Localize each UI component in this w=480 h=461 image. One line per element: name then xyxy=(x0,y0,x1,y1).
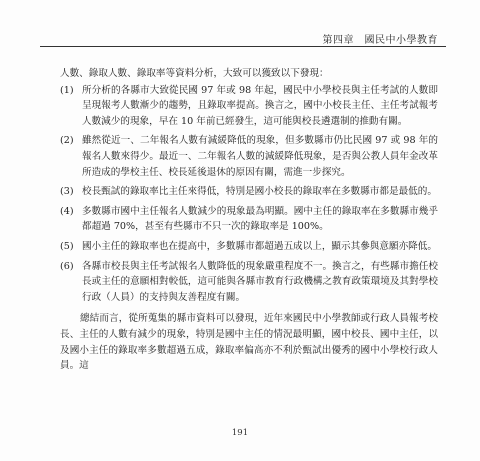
list-item-text: 多數縣市國中主任報名人數減少的現象最為明顯。國中主任的錄取率在多數縣市幾乎都超過 70%，甚至有些縣市不只一次的錄取率是 100%。 xyxy=(82,205,438,233)
page-number: 191 xyxy=(231,428,249,438)
list-item-number: (5) xyxy=(60,240,74,252)
conclusion-paragraph: 總結而言，從所蒐集的縣市資料可以發現，近年來國民中小學教師或行政人員報考校長、主任的人數有減少的現象，特別是國中主任的情況最明顯，國中校長、國中主任，以及國小主任的錄取率多數超過五成，錄取率偏高亦不利於甄試出優秀的國中小學校行政人員。這 xyxy=(60,313,438,372)
list-item xyxy=(60,259,438,306)
list-item-number: (6) xyxy=(60,260,74,272)
list-item xyxy=(60,83,438,130)
list-item xyxy=(60,133,438,180)
list-item-number: (3) xyxy=(60,186,74,198)
list-item-number: (1) xyxy=(60,84,74,96)
list-item-number: (2) xyxy=(60,135,74,147)
running-title: 第四章 國民中小學教育 xyxy=(322,35,438,46)
intro-paragraph: 人數、錄取人數、錄取率等資料分析，大致可以獲致以下發現： xyxy=(60,68,329,79)
list-item xyxy=(60,204,438,235)
running-header xyxy=(40,28,446,47)
list-item xyxy=(60,184,438,200)
list-item-text: 校長甄試的錄取率比主任來得低，特別是國小校長的錄取率在多數縣市都是最低的。 xyxy=(82,186,437,198)
list-item-text: 各縣市校長與主任考試報名人數降低的現象嚴重程度不一。換言之，有些縣市擔任校長或主任的意願相對較低，這可能與各縣市教育行政機構之教育政策環境及其對學校行政（人員）的支持與友善程度有關。 xyxy=(82,260,438,303)
body-text xyxy=(60,66,438,374)
list-item-text: 雖然從近一、二年報名人數有減緩降低的現象，但多數縣市仍比民國 97 或 98 年的報名人數來得少。最近一、二年報名人數的減緩降低現象，是否與公教人員年金改革所造成的學校主任、校長延後退休的原因有關，需進一步探究。 xyxy=(82,135,438,178)
list-item-number: (4) xyxy=(60,205,74,217)
list-item-text: 國小主任的錄取率也在提高中，多數縣市都超過五成以上，顯示其參與意願亦降低。 xyxy=(82,240,437,252)
list-item-text: 所分析的各縣市大致從民國 97 年或 98 年起，國民中小學校長與主任考試的人數即呈現報考人數漸少的趨勢，且錄取率提高。換言之，國中小校長主任、主任考試報考人數減少的現象，早在 10 年前已經發生，這可能與校長遴選制的推動有關。 xyxy=(82,84,438,127)
list-item xyxy=(60,239,438,255)
